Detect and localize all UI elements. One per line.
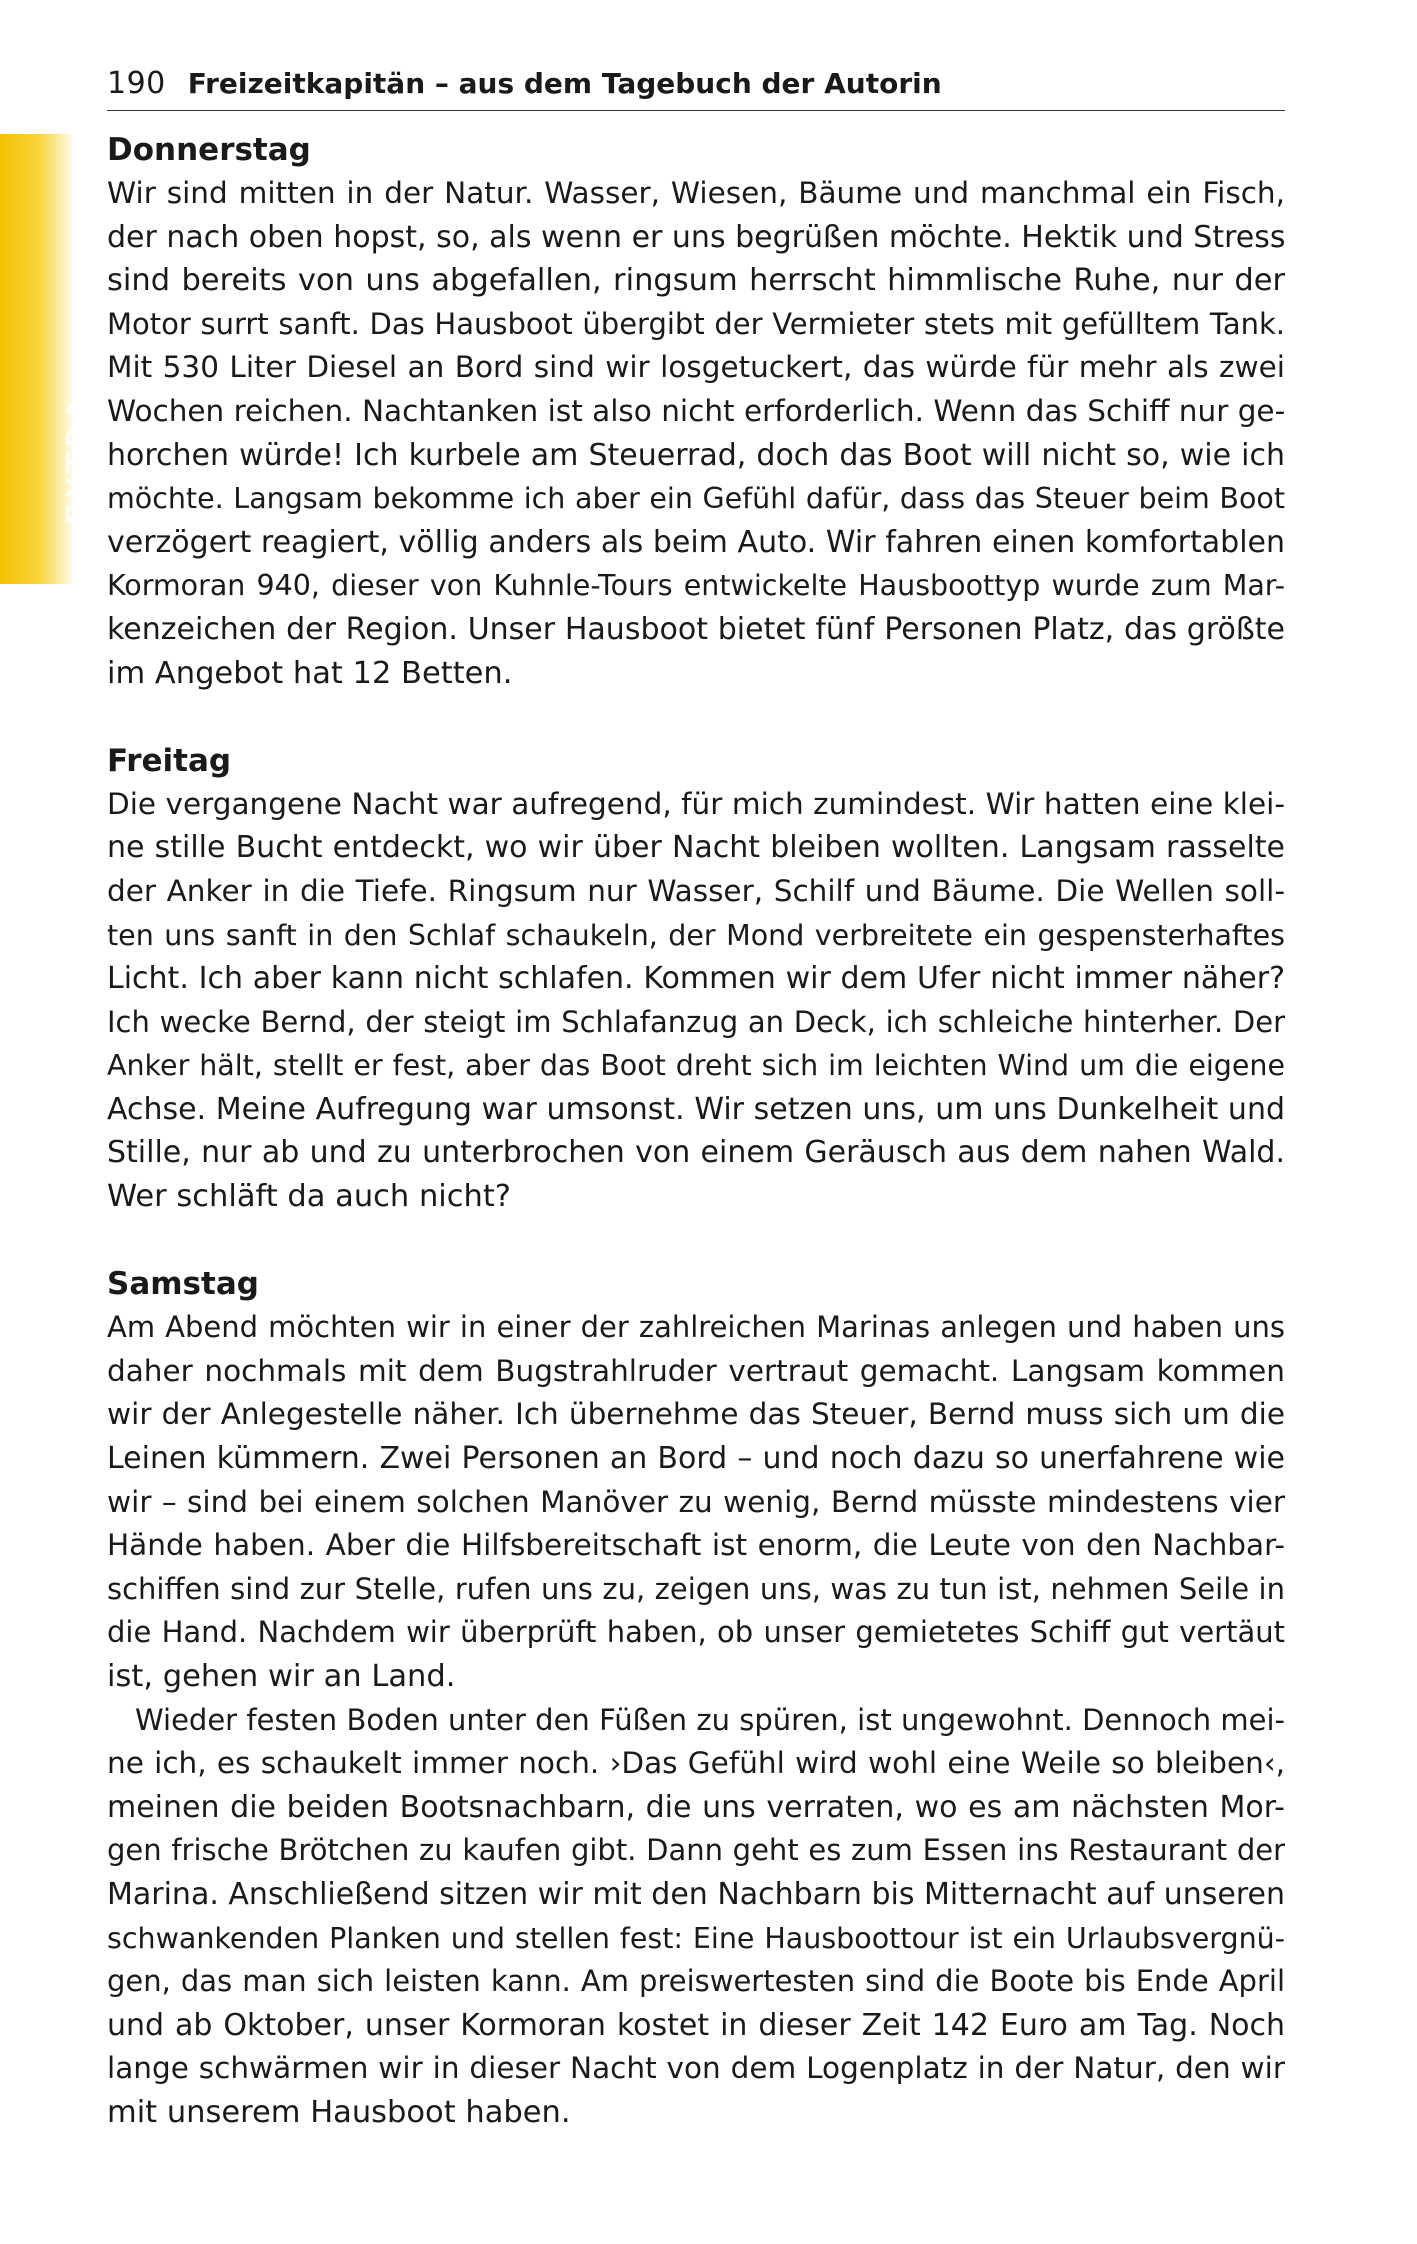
text-line: meinen die beiden Bootsnachbarn, die uns verraten, wo es am nächsten Mor- (107, 1789, 1285, 1825)
text-line: der Anker in die Tiefe. Ringsum nur Wasser, Schilf und Bäume. Die Wellen soll- (107, 873, 1285, 908)
text-line: im Angebot hat 12 Betten. (107, 655, 513, 691)
text-line: gen, das man sich leisten kann. Am preiswertesten sind die Boote bis Ende April (107, 1964, 1285, 1999)
text-line: daher nochmals mit dem Bugstrahlruder vertraut gemacht. Langsam kommen (107, 1353, 1285, 1388)
section-title: Samstag (107, 1266, 259, 1303)
text-line: Die vergangene Nacht war aufregend, für mich zumindest. Wir hatten eine klei- (107, 786, 1285, 821)
text-line: sind bereits von uns abgefallen, ringsum herrscht himmlische Ruhe, nur der (107, 263, 1285, 299)
text-line: schiffen sind zur Stelle, rufen uns zu, zeigen uns, was zu tun ist, nehmen Seile in (107, 1571, 1285, 1606)
text-line: Wir sind mitten in der Natur. Wasser, Wiesen, Bäume und manchmal ein Fisch, (107, 176, 1285, 210)
text-line: Licht. Ich aber kann nicht schlafen. Kommen wir dem Ufer nicht immer näher? (107, 961, 1285, 997)
text-line: Stille, nur ab und zu unterbrochen von einem Geräusch aus dem nahen Wald. (107, 1135, 1285, 1171)
text-line: ist, gehen wir an Land. (107, 1659, 456, 1694)
text-line: wir – sind bei einem solchen Manöver zu wenig, Bernd müsste mindestens vier (107, 1484, 1285, 1519)
text-line: möchte. Langsam bekomme ich aber ein Gefühl dafür, dass das Steuer beim Boot (107, 482, 1285, 516)
text-line: mit unserem Hausboot haben. (107, 2094, 571, 2130)
section-gap (107, 1219, 1285, 1263)
text-line: der nach oben hopst, so, als wenn er uns begrüßen möchte. Hektik und Stress (107, 219, 1286, 255)
text-line: Mit 530 Liter Diesel an Bord sind wir losgetuckert, das würde für mehr als zwei (107, 350, 1285, 385)
text-line: verzögert reagiert, völlig anders als beim Auto. Wir fahren einen komfortablen (107, 524, 1285, 560)
text-line: ne ich, es schaukelt immer noch. ›Das Gefühl wird wohl eine Weile so bleiben‹, (107, 1746, 1285, 1781)
running-title: Freizeitkapitän – aus dem Tagebuch der Autorin (187, 67, 942, 100)
text-line: wir der Anlegestelle näher. Ich übernehme das Steuer, Bernd muss sich um die (107, 1397, 1285, 1432)
running-header (107, 66, 1285, 111)
text-line: ten uns sanft in den Schlaf schaukeln, der Mond verbreitete ein gespensterhaftes (107, 918, 1285, 952)
section-title: Donnerstag (107, 132, 311, 168)
text-line: Wochen reichen. Nachtanken ist also nicht erforderlich. Wenn das Schiff nur ge- (107, 393, 1286, 428)
text-line: Motor surrt sanft. Das Hausboot übergibt der Vermieter stets mit gefülltem Tank. (107, 306, 1285, 341)
section-title: Freitag (107, 742, 232, 779)
text-line: und ab Oktober, unser Kormoran kostet in dieser Zeit 142 Euro am Tag. Noch (107, 2007, 1285, 2043)
text-line: Leinen kümmern. Zwei Personen an Bord – und noch dazu so unerfahrene wie (107, 1441, 1285, 1477)
text-line: Wer schläft da auch nicht? (107, 1179, 511, 1215)
text-line: ne stille Bucht entdeckt, wo wir über Nacht bleiben wollten. Langsam rasselte (107, 830, 1285, 866)
text-line: Ich wecke Bernd, der steigt im Schlafanzug an Deck, ich schleiche hinterher. Der (107, 1004, 1285, 1039)
extra-tab-label: EXTRA (60, 394, 100, 525)
text-line: gen frische Brötchen zu kaufen gibt. Dann geht es zum Essen ins Restaurant der (107, 1833, 1285, 1868)
text-line: Wieder festen Boden unter den Füßen zu spüren, ist ungewohnt. Dennoch mei- (135, 1702, 1285, 1737)
text-line: horchen würde! Ich kurbele am Steuerrad, doch das Boot will nicht so, wie ich (107, 437, 1285, 473)
text-line: schwankenden Planken und stellen fest: Eine Hausboottour ist ein Urlaubsvergnü- (107, 1921, 1285, 1955)
section-gap (107, 695, 1285, 739)
text-line: Anker hält, stellt er fest, aber das Boot dreht sich im leichten Wind um die eigene (107, 1049, 1285, 1083)
text-line: Am Abend möchten wir in einer der zahlreichen Marinas anlegen und haben uns (107, 1310, 1285, 1345)
text-line: Hände haben. Aber die Hilfsbereitschaft ist enorm, die Leute von den Nachbar- (107, 1528, 1285, 1563)
article-body (107, 128, 1285, 2135)
text-line: Achse. Meine Aufregung war umsonst. Wir setzen uns, um uns Dunkelheit und (107, 1091, 1285, 1127)
text-line: kenzeichen der Region. Unser Hausboot bietet fünf Personen Platz, das größte (107, 611, 1285, 647)
text-line: Marina. Anschließend sitzen wir mit den Nachbarn bis Mitternacht auf unseren (107, 1876, 1285, 1912)
text-line: lange schwärmen wir in dieser Nacht von dem Logenplatz in der Natur, den wir (107, 2051, 1285, 2086)
text-line: Kormoran 940, dieser von Kuhnle-Tours entwickelte Hausboottyp wurde zum Mar- (107, 569, 1285, 603)
text-line: die Hand. Nachdem wir überprüft haben, ob unser gemietetes Schiff gut vertäut (107, 1615, 1285, 1650)
page-number: 190 (107, 66, 166, 101)
